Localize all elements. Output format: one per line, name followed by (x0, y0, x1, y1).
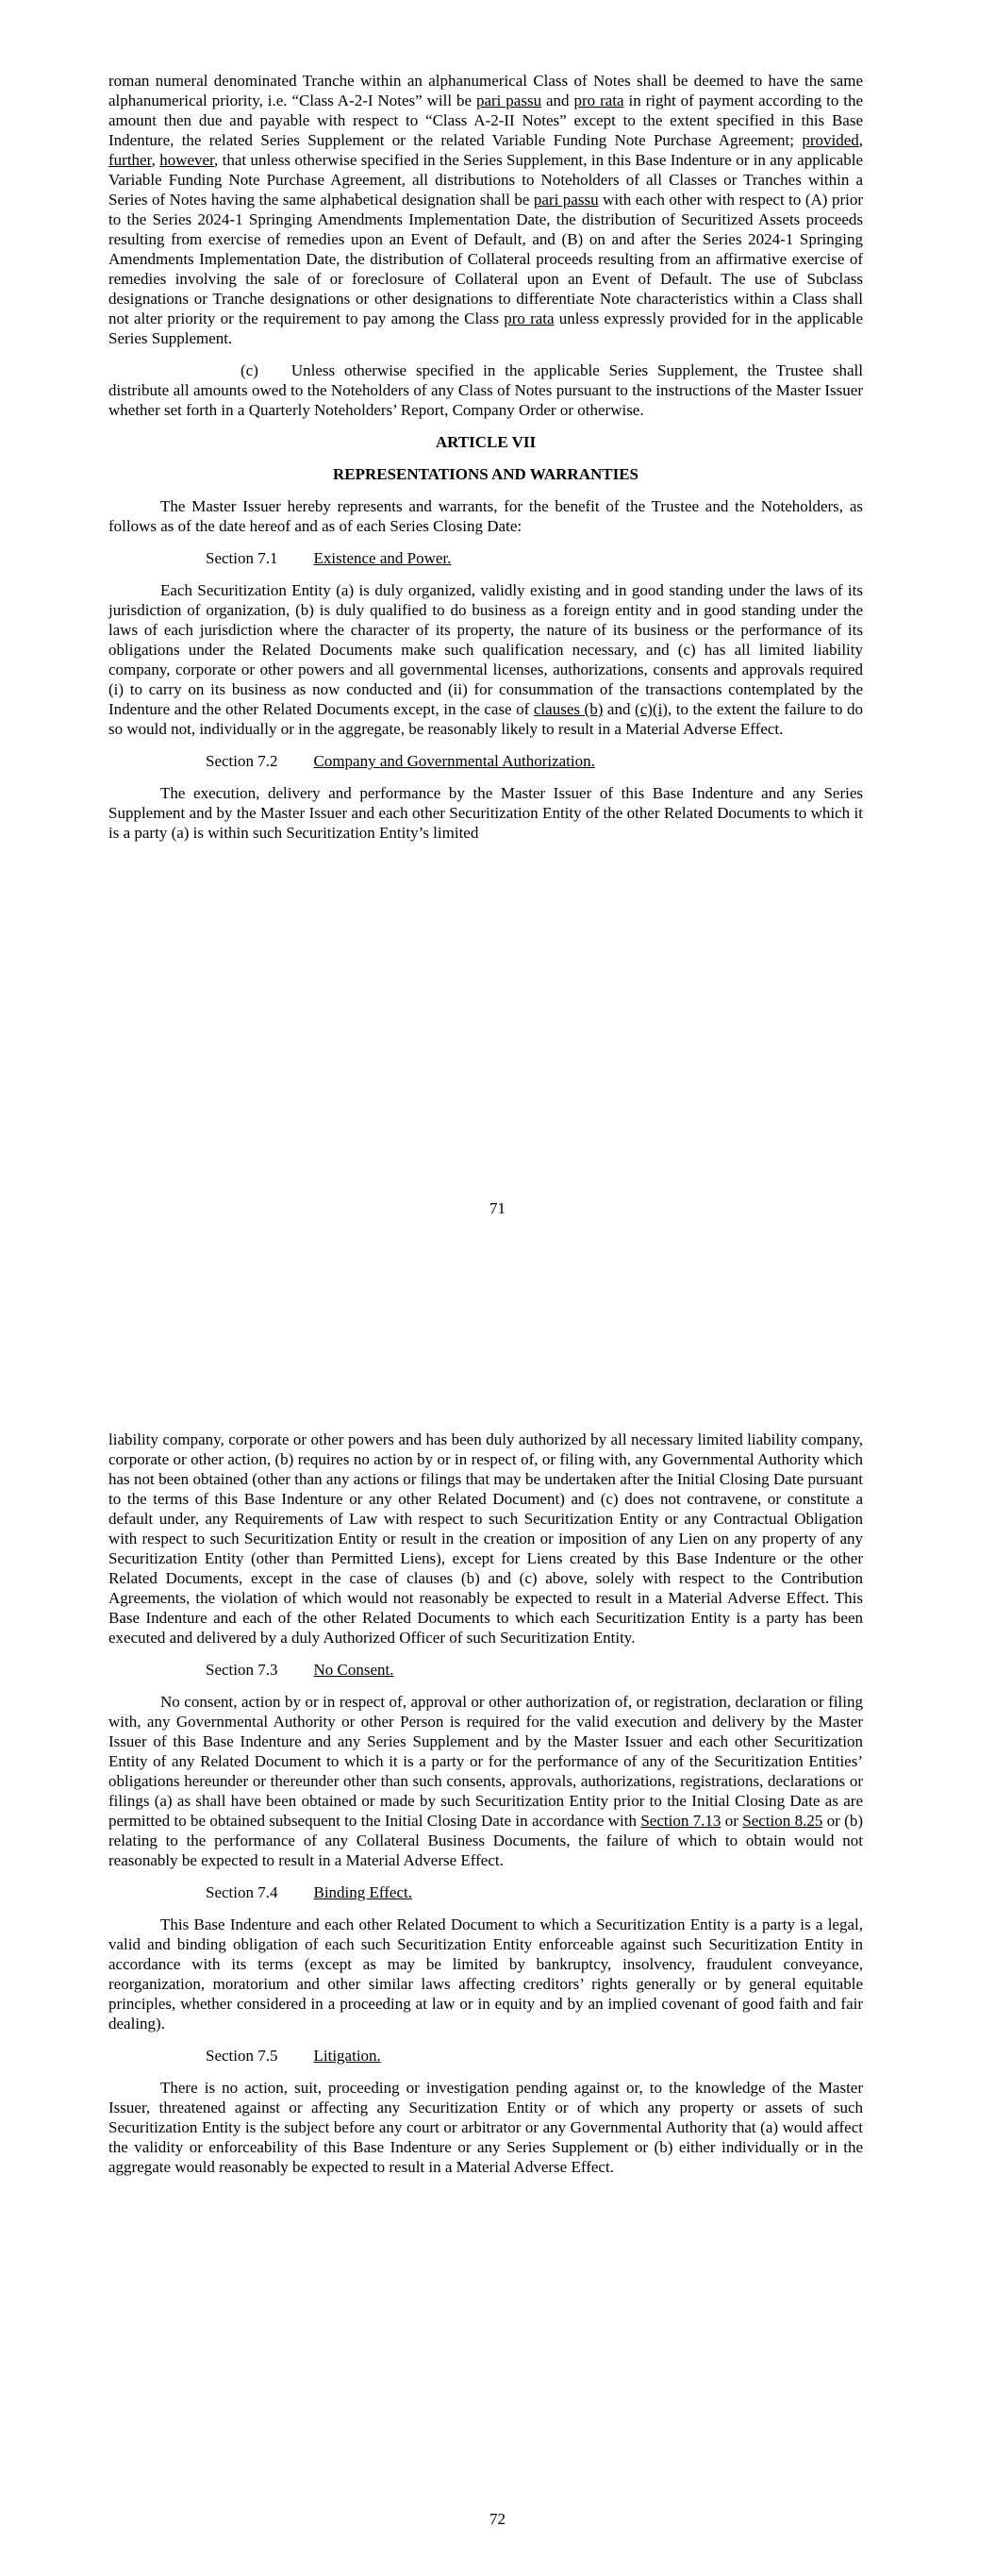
page-71-body (0, 0, 995, 843)
section-7-3-label: Section 7.3 (206, 1661, 278, 1679)
section-7-5-paragraph: There is no action, suit, proceeding or investigation pending against or, to the knowledge of the Master Issuer, threatened against or affecting any Securitization Entity or of which any property or assets of such Securitization Entity is the subject before any court or arbitrator or any Governmental Authority that (a) would affect the validity or enforceability of this Base Indenture or any Series Supplement or (b) either individually or in the aggregate would reasonably be expected to result in a Material Adverse Effect. (108, 2079, 863, 2176)
page-number-71: 71 (489, 1199, 506, 1217)
section-7-2-title: Company and Governmental Authorization. (313, 752, 595, 770)
section-7-4-title: Binding Effect. (313, 1883, 412, 1901)
section-7-2-label: Section 7.2 (206, 752, 278, 770)
section-7-3-title: No Consent. (313, 1661, 394, 1679)
section-7-1-label: Section 7.1 (206, 549, 278, 567)
section-7-1-heading (108, 548, 863, 568)
article-number-heading: ARTICLE VII (435, 433, 537, 451)
section-7-4-paragraph: This Base Indenture and each other Related Document to which a Securitization Entity is a party is a legal, valid and binding obligation of each such Securitization Entity enforceable against such Securitization Entity in accordance with its terms (except as may be limited by bankruptcy, insolvency, fraudulent conveyance, reorganization, moratorium and other similar laws affecting creditors’ rights generally or by general equitable principles, whether considered in a proceeding at law or in equity and by an implied covenant of good faith and fair dealing). (108, 1915, 863, 2032)
section-7-5-heading (108, 2046, 863, 2066)
continuation-paragraph: roman numeral denominated Tranche within an alphanumerical Class of Notes shall be deemed to have the same alphanumerical priority, i.e. “Class A-2-I Notes” will be pari passu and pro rata in right of payment according to the amount then due and payable with respect to “Class A-2-II Notes” except to the extent specified in this Base Indenture, the related Series Supplement or the related Variable Funding Note Purchase Agreement; provided, further, however, that unless otherwise specified in the Series Supplement, in this Base Indenture or in any applicable Variable Funding Note Purchase Agreement, all distributions to Noteholders of all Classes or Tranches within a Series of Notes having the same alphabetical designation shall be pari passu with each other with respect to (A) prior to the Series 2024-1 Springing Amendments Implementation Date, the distribution of Securitized Assets proceeds resulting from exercise of remedies upon an Event of Default, and (B) on and after the Series 2024-1 Springing Amendments Implementation Date, the distribution of Collateral proceeds resulting from an affirmative exercise of remedies involving the sale of or foreclosure of Collateral upon an Event of Default. The use of Subclass designations or Tranche designations or other designations to differentiate Note characteristics within a Class shall not alter priority or the requirement to pay among the Class pro rata unless expressly provided for in the applicable Series Supplement. (108, 72, 864, 347)
section-7-3-heading (108, 1660, 863, 1680)
article-title-heading: REPRESENTATIONS AND WARRANTIES (332, 465, 639, 483)
page-number-72: 72 (489, 2510, 506, 2528)
page-72 (0, 1288, 995, 2576)
section-7-5-label: Section 7.5 (206, 2047, 278, 2065)
section-7-3-paragraph: No consent, action by or in respect of, approval or other authorization of, or registration, declaration or filing with, any Governmental Authority or other Person is required for the valid execution and delivery by the Master Issuer of this Base Indenture and any Series Supplement and by the Master Issuer and each other Securitization Entity of any Related Document to which it is a party or for the performance of any of the Securitization Entities’ obligations hereunder or thereunder other than such consents, approvals, authorizations, registrations, declarations or filings (a) as shall have been obtained or made by such Securitization Entity prior to the Initial Closing Date as are permitted to be obtained subsequent to the Initial Closing Date in accordance with Section 7.13 or Section 8.25 or (b) relating to the performance of any Collateral Business Documents, the failure of which to obtain would not reasonably be expected to result in a Material Adverse Effect. (108, 1693, 863, 1869)
section-7-4-heading (108, 1882, 863, 1902)
section-7-4-label: Section 7.4 (206, 1883, 278, 1901)
section-7-2-paragraph: The execution, delivery and performance by the Master Issuer of this Base Indenture and any Series Supplement and by the Master Issuer and each other Securitization Entity of the other Related Documents to which it is a party (a) is within such Securitization Entity’s limited (108, 784, 863, 842)
section-7-1-title: Existence and Power. (313, 549, 452, 567)
section-7-5-title: Litigation. (313, 2047, 381, 2065)
section-7-2-continuation-paragraph: liability company, corporate or other powers and has been duly authorized by all necessary limited liability company, corporate or other action, (b) requires no action by or in respect of, or filing with, any Governmental Authority which has not been obtained (other than any actions or filings that may be undertaken after the Initial Closing Date pursuant to the terms of this Base Indenture or any other Related Document) and (c) does not contravene, or constitute a default under, any Requirements of Law with respect to such Securitization Entity or any Contractual Obligation with respect to such Securitization Entity or result in the creation or imposition of any Lien on any property of any Securitization Entity (other than Permitted Liens), except for Liens created by this Base Indenture or the other Related Documents, except in the case of clauses (b) and (c) above, solely with respect to the Contribution Agreements, the violation of which would not reasonably be expected to result in a Material Adverse Effect. This Base Indenture and each of the other Related Documents to which each Securitization Entity is a party has been executed and delivered by a duly Authorized Officer of such Securitization Entity. (108, 1430, 863, 1647)
representations-intro-paragraph: The Master Issuer hereby represents and warrants, for the benefit of the Trustee and the Noteholders, as follows as of the date hereof and as of each Series Closing Date: (108, 497, 863, 535)
clause-c-paragraph: (c) Unless otherwise specified in the applicable Series Supplement, the Trustee shall distribute all amounts owed to the Noteholders of any Class of Notes pursuant to the instructions of the Master Issuer whether set forth in a Quarterly Noteholders’ Report, Company Order or otherwise. (108, 361, 863, 419)
section-7-2-heading (108, 751, 863, 771)
section-7-1-paragraph: Each Securitization Entity (a) is duly organized, validly existing and in good standing under the laws of its jurisdiction of organization, (b) is duly qualified to do business as a foreign entity and in good standing under the laws of each jurisdiction where the character of its property, the nature of its business or the performance of its obligations under the Related Documents make such qualification necessary, and (c) has all limited liability company, corporate or other powers and all governmental licenses, authorizations, consents and approvals required (i) to carry on its business as now conducted and (ii) for consummation of the transactions contemplated by the Indenture and the other Related Documents except, in the case of clauses (b) and (c)(i), to the extent the failure to do so would not, individually or in the aggregate, be reasonably likely to result in a Material Adverse Effect. (108, 581, 864, 738)
page-72-body (0, 1288, 995, 2177)
